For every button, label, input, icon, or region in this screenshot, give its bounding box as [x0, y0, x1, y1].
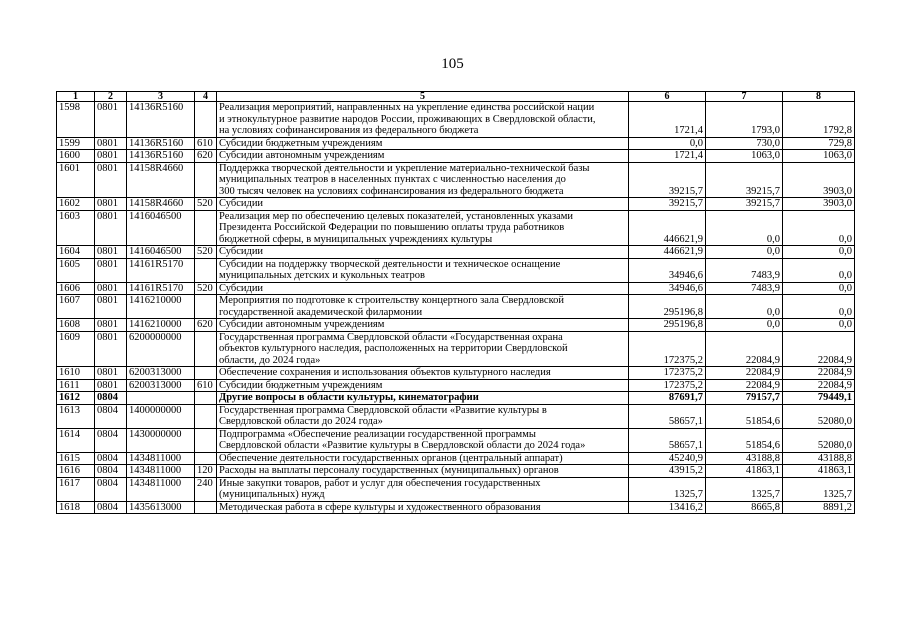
- expense-type-cell: 620: [195, 319, 217, 332]
- target-article-cell: 14136R5160: [127, 137, 195, 150]
- description-cell: [217, 392, 629, 405]
- section-code-cell: 0804: [95, 428, 127, 452]
- description-line: Иные закупки товаров, работ и услуг для обеспечения государственных: [219, 477, 541, 489]
- row-number-cell: 1606: [57, 282, 95, 295]
- description-line: Свердловской области до 2024 года»: [219, 416, 383, 427]
- target-article-cell: 14158R4660: [127, 198, 195, 211]
- row-number-cell: 1607: [57, 295, 95, 319]
- value-col8-cell: 22084,9: [783, 379, 855, 392]
- description-cell: [217, 319, 629, 332]
- value-col8-cell: 22084,9: [783, 331, 855, 367]
- value-col6-cell: 446621,9: [629, 246, 706, 259]
- description-cell: [217, 452, 629, 465]
- value-col7-cell: 39215,7: [706, 162, 783, 198]
- description-cell: [217, 501, 629, 514]
- section-code-cell: 0801: [95, 319, 127, 332]
- section-code-cell: 0804: [95, 501, 127, 514]
- expense-type-cell: 120: [195, 465, 217, 478]
- expense-type-cell: [195, 258, 217, 282]
- value-col6-cell: 34946,6: [629, 258, 706, 282]
- description-cell: [217, 162, 629, 198]
- header-row: [57, 92, 855, 102]
- target-article-cell: 14136R5160: [127, 102, 195, 138]
- value-col6-cell: 1721,4: [629, 102, 706, 138]
- section-code-cell: 0801: [95, 210, 127, 246]
- expense-type-cell: 610: [195, 137, 217, 150]
- table-row: [57, 367, 855, 380]
- table-row: [57, 379, 855, 392]
- row-number-cell: 1599: [57, 137, 95, 150]
- header-cell: 1: [57, 92, 95, 102]
- row-number-cell: 1610: [57, 367, 95, 380]
- value-col7-cell: 1063,0: [706, 150, 783, 163]
- expense-type-cell: 520: [195, 282, 217, 295]
- value-col8-cell: 52080,0: [783, 428, 855, 452]
- description-cell: [217, 198, 629, 211]
- target-article-cell: 1416046500: [127, 246, 195, 259]
- value-col7-cell: 1325,7: [706, 477, 783, 501]
- description-cell: [217, 210, 629, 246]
- description-line: Реализация мер по обеспечению целевых показателей, установленных указами: [219, 210, 574, 222]
- target-article-cell: 1416046500: [127, 210, 195, 246]
- value-col6-cell: 295196,8: [629, 319, 706, 332]
- section-code-cell: 0801: [95, 137, 127, 150]
- value-col8-cell: 729,8: [783, 137, 855, 150]
- description-line: Государственная программа Свердловской области «Государственная охрана: [219, 331, 563, 343]
- table-row: [57, 404, 855, 428]
- section-code-cell: 0801: [95, 282, 127, 295]
- target-article-cell: 14158R4660: [127, 162, 195, 198]
- header-cell: 4: [195, 92, 217, 102]
- value-col6-cell: 1325,7: [629, 477, 706, 501]
- description-line: Методическая работа в сфере культуры и художественного образования: [219, 501, 541, 513]
- value-col8-cell: 1325,7: [783, 477, 855, 501]
- description-line: Субсидии автономным учреждениям: [219, 319, 385, 330]
- table-row: [57, 465, 855, 478]
- expense-type-cell: [195, 428, 217, 452]
- row-number-cell: 1600: [57, 150, 95, 163]
- header-cell: 3: [127, 92, 195, 102]
- description-line: Субсидии: [219, 246, 264, 257]
- row-number-cell: 1603: [57, 210, 95, 246]
- target-article-cell: 6200313000: [127, 367, 195, 380]
- value-col8-cell: 43188,8: [783, 452, 855, 465]
- target-article-cell: [127, 392, 195, 405]
- description-line: Подпрограмма «Обеспечение реализации государственной программы: [219, 428, 536, 440]
- value-col7-cell: 8665,8: [706, 501, 783, 514]
- description-line: (муниципальных) нужд: [219, 489, 325, 500]
- description-line: Субсидии бюджетным учреждениям: [219, 379, 383, 391]
- value-col6-cell: 446621,9: [629, 210, 706, 246]
- value-col7-cell: 22084,9: [706, 331, 783, 367]
- value-col7-cell: 0,0: [706, 210, 783, 246]
- header-cell: 6: [629, 92, 706, 102]
- description-line: Президента Российской Федерации по повышению оплаты труда работников: [219, 222, 565, 233]
- row-number-cell: 1601: [57, 162, 95, 198]
- value-col8-cell: 22084,9: [783, 367, 855, 380]
- description-line: Субсидии на поддержку творческой деятельности и техническое оснащение: [219, 258, 561, 270]
- table-row: [57, 295, 855, 319]
- description-line: Мероприятия по подготовке к строительству концертного зала Свердловской: [219, 295, 565, 306]
- description-line: Свердловской области «Развитие культуры в Свердловской области до 2024 года»: [219, 440, 586, 451]
- target-article-cell: 14161R5170: [127, 282, 195, 295]
- value-col8-cell: 8891,2: [783, 501, 855, 514]
- value-col8-cell: 0,0: [783, 258, 855, 282]
- value-col6-cell: 58657,1: [629, 428, 706, 452]
- expense-type-cell: 610: [195, 379, 217, 392]
- value-col8-cell: 1792,8: [783, 102, 855, 138]
- description-line: Субсидии: [219, 198, 264, 209]
- value-col6-cell: 172375,2: [629, 331, 706, 367]
- value-col7-cell: 7483,9: [706, 282, 783, 295]
- expense-type-cell: [195, 501, 217, 514]
- section-code-cell: 0804: [95, 477, 127, 501]
- value-col7-cell: 22084,9: [706, 367, 783, 380]
- row-number-cell: 1618: [57, 501, 95, 514]
- description-line: Другие вопросы в области культуры, кинематографии: [219, 392, 479, 403]
- header-cell: 2: [95, 92, 127, 102]
- expense-type-cell: 240: [195, 477, 217, 501]
- target-article-cell: 1434811000: [127, 477, 195, 501]
- target-article-cell: 1400000000: [127, 404, 195, 428]
- value-col8-cell: 1063,0: [783, 150, 855, 163]
- description-line: Обеспечение сохранения и использования объектов культурного наследия: [219, 367, 551, 378]
- section-code-cell: 0801: [95, 331, 127, 367]
- value-col6-cell: 39215,7: [629, 162, 706, 198]
- value-col6-cell: 172375,2: [629, 367, 706, 380]
- description-cell: [217, 477, 629, 501]
- description-line: области, до 2024 года»: [219, 354, 321, 366]
- description-cell: [217, 258, 629, 282]
- description-cell: [217, 465, 629, 478]
- value-col6-cell: 0,0: [629, 137, 706, 150]
- expense-type-cell: [195, 162, 217, 198]
- value-col7-cell: 0,0: [706, 319, 783, 332]
- section-code-cell: 0801: [95, 367, 127, 380]
- value-col8-cell: 0,0: [783, 295, 855, 319]
- value-col7-cell: 0,0: [706, 246, 783, 259]
- row-number-cell: 1613: [57, 404, 95, 428]
- table-row: [57, 319, 855, 332]
- description-cell: [217, 404, 629, 428]
- value-col6-cell: 43915,2: [629, 465, 706, 478]
- row-number-cell: 1611: [57, 379, 95, 392]
- value-col8-cell: 0,0: [783, 282, 855, 295]
- value-col7-cell: 0,0: [706, 295, 783, 319]
- section-code-cell: 0804: [95, 452, 127, 465]
- description-line: бюджетной сферы, в муниципальных учреждениях культуры: [219, 233, 493, 245]
- description-line: Государственная программа Свердловской области «Развитие культуры в: [219, 404, 547, 416]
- section-code-cell: 0804: [95, 465, 127, 478]
- value-col6-cell: 13416,2: [629, 501, 706, 514]
- description-cell: [217, 295, 629, 319]
- table-row: [57, 392, 855, 405]
- table-row: [57, 452, 855, 465]
- target-article-cell: 14161R5170: [127, 258, 195, 282]
- target-article-cell: 1435613000: [127, 501, 195, 514]
- header-cell: 8: [783, 92, 855, 102]
- value-col7-cell: 41863,1: [706, 465, 783, 478]
- description-line: и этнокультурное развитие народов России, проживающих в Свердловской области,: [219, 113, 596, 125]
- target-article-cell: 14136R5160: [127, 150, 195, 163]
- row-number-cell: 1608: [57, 319, 95, 332]
- row-number-cell: 1609: [57, 331, 95, 367]
- table-row: [57, 246, 855, 259]
- value-col6-cell: 295196,8: [629, 295, 706, 319]
- expense-type-cell: 620: [195, 150, 217, 163]
- description-cell: [217, 150, 629, 163]
- description-line: на условиях софинансирования из федерального бюджета: [219, 125, 479, 136]
- value-col7-cell: 39215,7: [706, 198, 783, 211]
- section-code-cell: 0801: [95, 246, 127, 259]
- value-col7-cell: 7483,9: [706, 258, 783, 282]
- value-col8-cell: 52080,0: [783, 404, 855, 428]
- target-article-cell: 1416210000: [127, 295, 195, 319]
- target-article-cell: 1430000000: [127, 428, 195, 452]
- section-code-cell: 0801: [95, 258, 127, 282]
- value-col8-cell: 0,0: [783, 210, 855, 246]
- description-line: муниципальных театров в населенных пунктах с численностью населения до: [219, 174, 566, 185]
- description-cell: [217, 282, 629, 295]
- expense-type-cell: [195, 367, 217, 380]
- description-line: 300 тысяч человек на условиях софинансирования из федерального бюджета: [219, 185, 564, 197]
- expense-type-cell: [195, 404, 217, 428]
- row-number-cell: 1615: [57, 452, 95, 465]
- value-col6-cell: 1721,4: [629, 150, 706, 163]
- table-row: [57, 428, 855, 452]
- table-row: [57, 501, 855, 514]
- header-cell: 5: [217, 92, 629, 102]
- table-row: [57, 150, 855, 163]
- row-number-cell: 1605: [57, 258, 95, 282]
- target-article-cell: 1416210000: [127, 319, 195, 332]
- description-cell: [217, 246, 629, 259]
- expense-type-cell: [195, 331, 217, 367]
- description-line: муниципальных детских и кукольных театров: [219, 270, 425, 281]
- description-cell: [217, 379, 629, 392]
- section-code-cell: 0804: [95, 392, 127, 405]
- value-col8-cell: 3903,0: [783, 162, 855, 198]
- table-row: [57, 477, 855, 501]
- table-row: [57, 282, 855, 295]
- description-cell: [217, 367, 629, 380]
- description-cell: [217, 428, 629, 452]
- target-article-cell: 1434811000: [127, 452, 195, 465]
- expense-type-cell: [195, 295, 217, 319]
- page-number: 105: [441, 56, 464, 72]
- value-col8-cell: 3903,0: [783, 198, 855, 211]
- table-row: [57, 198, 855, 211]
- value-col7-cell: 51854,6: [706, 404, 783, 428]
- table-row: [57, 102, 855, 138]
- row-number-cell: 1604: [57, 246, 95, 259]
- description-cell: [217, 102, 629, 138]
- description-line: государственной академической филармонии: [219, 306, 423, 318]
- value-col8-cell: 0,0: [783, 319, 855, 332]
- target-article-cell: 1434811000: [127, 465, 195, 478]
- table-body: [57, 102, 855, 514]
- description-line: Поддержка творческой деятельности и укрепление материально-технической базы: [219, 162, 590, 174]
- section-code-cell: 0801: [95, 198, 127, 211]
- description-cell: [217, 331, 629, 367]
- table-row: [57, 162, 855, 198]
- expense-type-cell: 520: [195, 246, 217, 259]
- value-col6-cell: 39215,7: [629, 198, 706, 211]
- table-row: [57, 137, 855, 150]
- row-number-cell: 1612: [57, 392, 95, 405]
- description-line: Субсидии автономным учреждениям: [219, 150, 385, 161]
- target-article-cell: 6200313000: [127, 379, 195, 392]
- table-row: [57, 331, 855, 367]
- value-col7-cell: 43188,8: [706, 452, 783, 465]
- value-col7-cell: 79157,7: [706, 392, 783, 405]
- expense-type-cell: [195, 210, 217, 246]
- target-article-cell: 6200000000: [127, 331, 195, 367]
- value-col6-cell: 58657,1: [629, 404, 706, 428]
- expense-type-cell: [195, 392, 217, 405]
- header-cell: 7: [706, 92, 783, 102]
- value-col8-cell: 79449,1: [783, 392, 855, 405]
- description-line: Субсидии бюджетным учреждениям: [219, 137, 383, 149]
- value-col6-cell: 45240,9: [629, 452, 706, 465]
- value-col7-cell: 22084,9: [706, 379, 783, 392]
- value-col8-cell: 41863,1: [783, 465, 855, 478]
- row-number-cell: 1602: [57, 198, 95, 211]
- expense-type-cell: [195, 452, 217, 465]
- description-line: объектов культурного наследия, расположенных на территории Свердловской: [219, 343, 568, 354]
- section-code-cell: 0801: [95, 162, 127, 198]
- value-col6-cell: 172375,2: [629, 379, 706, 392]
- description-line: Реализация мероприятий, направленных на укрепление единства российской нации: [219, 102, 595, 113]
- row-number-cell: 1616: [57, 465, 95, 478]
- row-number-cell: 1617: [57, 477, 95, 501]
- value-col7-cell: 51854,6: [706, 428, 783, 452]
- budget-table: [56, 91, 855, 514]
- row-number-cell: 1614: [57, 428, 95, 452]
- value-col6-cell: 34946,6: [629, 282, 706, 295]
- section-code-cell: 0804: [95, 404, 127, 428]
- section-code-cell: 0801: [95, 150, 127, 163]
- value-col8-cell: 0,0: [783, 246, 855, 259]
- expense-type-cell: [195, 102, 217, 138]
- description-line: Расходы на выплаты персоналу государственных (муниципальных) органов: [219, 465, 559, 476]
- value-col7-cell: 1793,0: [706, 102, 783, 138]
- section-code-cell: 0801: [95, 102, 127, 138]
- table-row: [57, 258, 855, 282]
- description-cell: [217, 137, 629, 150]
- expense-type-cell: 520: [195, 198, 217, 211]
- value-col6-cell: 87691,7: [629, 392, 706, 405]
- row-number-cell: 1598: [57, 102, 95, 138]
- section-code-cell: 0801: [95, 379, 127, 392]
- description-line: Субсидии: [219, 282, 264, 294]
- value-col7-cell: 730,0: [706, 137, 783, 150]
- table-row: [57, 210, 855, 246]
- section-code-cell: 0801: [95, 295, 127, 319]
- description-line: Обеспечение деятельности государственных органов (центральный аппарат): [219, 452, 563, 464]
